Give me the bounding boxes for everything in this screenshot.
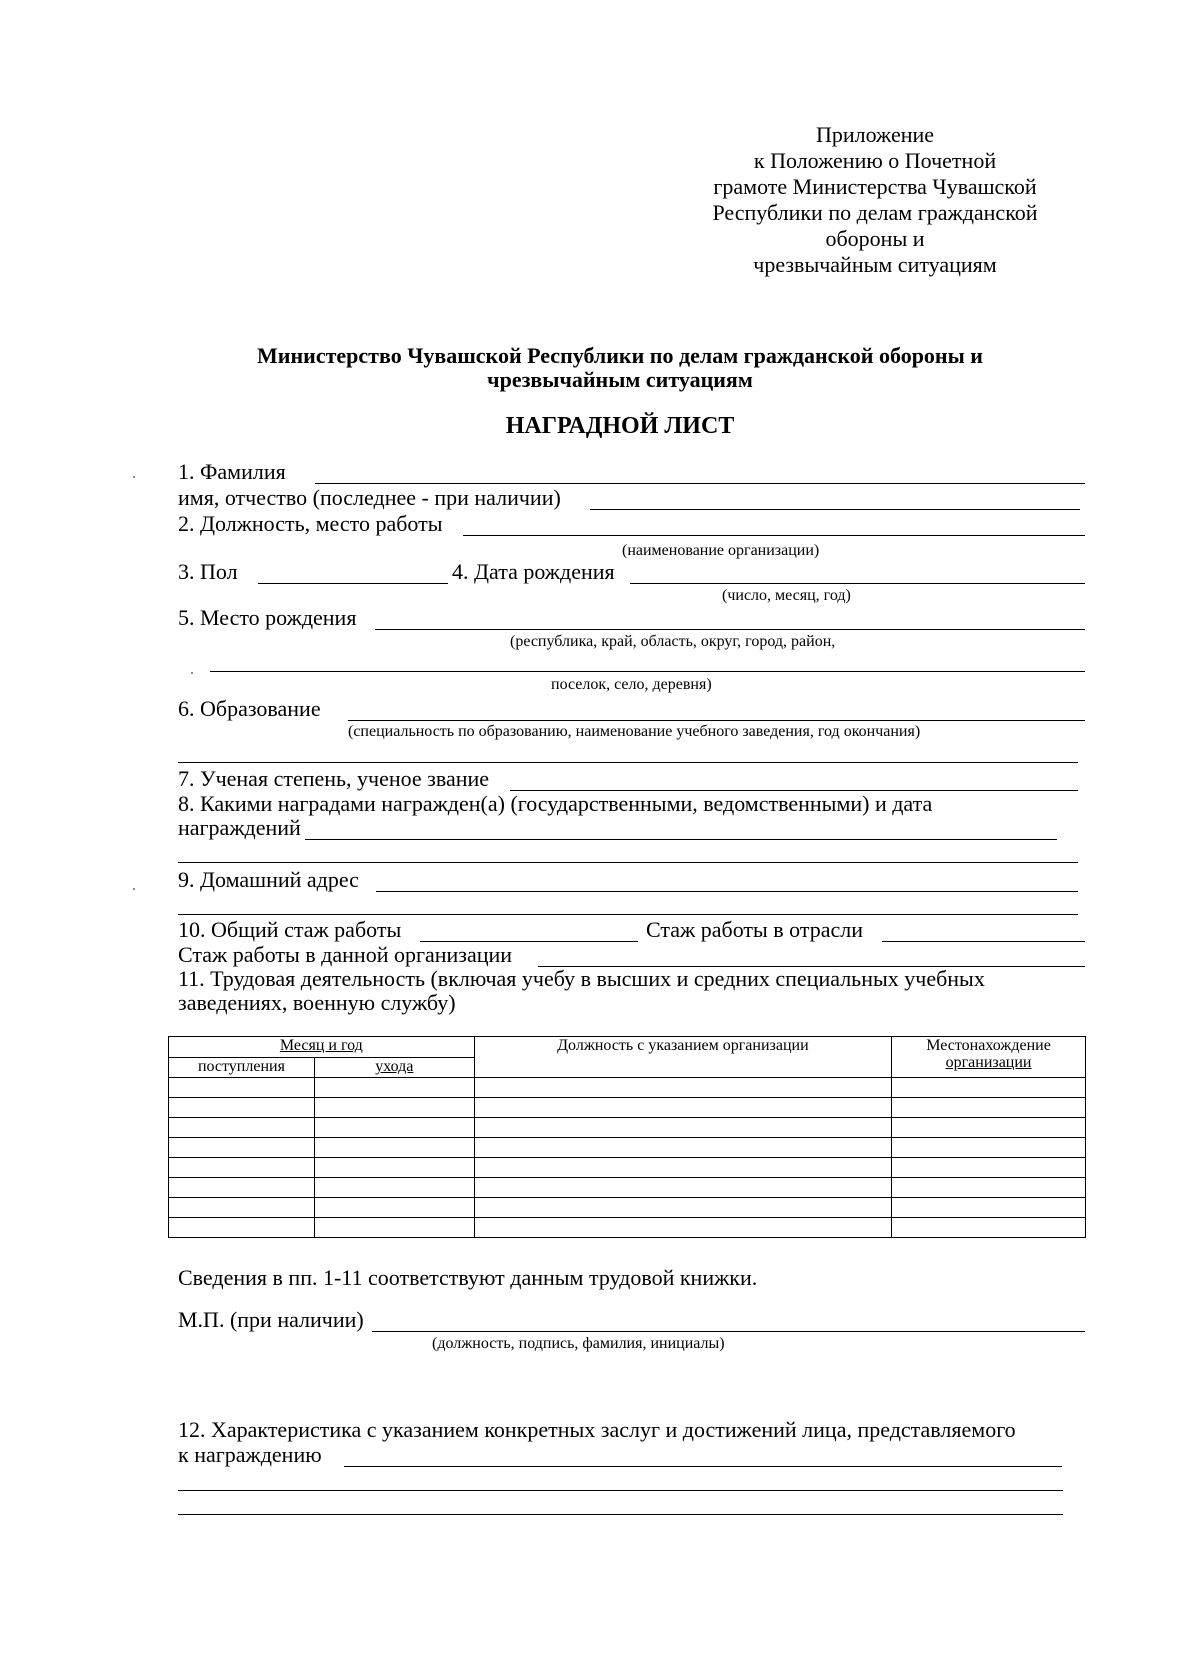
address-field-2[interactable] xyxy=(178,914,1078,915)
appendix-line: к Положению о Почетной xyxy=(753,148,997,173)
ministry-heading-line1: Министерство Чувашской Республики по делам гражданской обороны и xyxy=(257,343,983,368)
location-header-line2: организации xyxy=(945,1054,1032,1071)
work-history-table xyxy=(168,1036,1086,1238)
location-header xyxy=(892,1037,1086,1078)
entry-header: поступления xyxy=(169,1058,315,1078)
table-row[interactable] xyxy=(169,1078,1086,1098)
position-hint: (наименование организации) xyxy=(622,542,820,559)
birthplace-field-2[interactable] xyxy=(210,671,1085,672)
degree-label: 7. Ученая степень, ученое звание xyxy=(178,766,490,791)
table-header-row xyxy=(169,1037,1086,1058)
org-exp-label: Стаж работы в данной организации xyxy=(178,942,513,967)
location-header-line1: Местонахождение xyxy=(926,1037,1051,1054)
characteristic-label-line2: к награждению xyxy=(178,1442,322,1467)
surname-label: 1. Фамилия xyxy=(178,459,286,484)
awards-field-2[interactable] xyxy=(178,862,1078,863)
position-label: 2. Должность, место работы xyxy=(178,511,443,536)
table-row[interactable] xyxy=(169,1198,1086,1218)
awards-field[interactable] xyxy=(305,839,1057,840)
birthdate-hint: (число, месяц, год) xyxy=(722,587,851,604)
characteristic-field-3[interactable] xyxy=(178,1514,1063,1515)
birthplace-hint-2: поселок, село, деревня) xyxy=(551,676,712,693)
appendix-line: чрезвычайным ситуациям xyxy=(753,252,997,277)
month-year-header xyxy=(169,1037,475,1058)
awards-label-line2: награждений xyxy=(178,815,301,840)
characteristic-label-line1: 12. Характеристика с указанием конкретных заслуг и достижений лица, представляемого xyxy=(178,1417,1016,1442)
scan-speck xyxy=(133,476,135,478)
education-field[interactable] xyxy=(348,720,1085,721)
sex-field[interactable] xyxy=(258,583,448,584)
education-label: 6. Образование xyxy=(178,696,321,721)
labor-label-line1: 11. Трудовая деятельность (включая учебу в высших и средних специальных учебных xyxy=(178,966,985,991)
birthplace-label: 5. Место рождения xyxy=(178,605,357,630)
education-hint: (специальность по образованию, наименование учебного заведения, год окончания) xyxy=(348,723,921,740)
position-field[interactable] xyxy=(463,535,1085,536)
birthplace-field[interactable] xyxy=(375,629,1085,630)
education-field-2[interactable] xyxy=(178,762,1078,763)
awards-label-line1: 8. Какими наградами награжден(а) (государственными, ведомственными) и дата xyxy=(178,791,933,816)
table-row[interactable] xyxy=(169,1158,1086,1178)
exit-header xyxy=(314,1058,474,1078)
surname-field[interactable] xyxy=(315,483,1085,484)
table-row[interactable] xyxy=(169,1178,1086,1198)
table-row[interactable] xyxy=(169,1138,1086,1158)
appendix-line: Республики по делам гражданской xyxy=(712,200,1038,225)
address-label: 9. Домашний адрес xyxy=(178,867,359,892)
signature-field[interactable] xyxy=(372,1331,1085,1332)
total-exp-label: 10. Общий стаж работы xyxy=(178,917,402,942)
appendix-line: Приложение xyxy=(815,122,935,147)
table-row[interactable] xyxy=(169,1218,1086,1238)
scan-speck xyxy=(191,672,193,674)
table-row[interactable] xyxy=(169,1118,1086,1138)
characteristic-field[interactable] xyxy=(344,1466,1062,1467)
branch-exp-field[interactable] xyxy=(882,941,1085,942)
stamp-label: М.П. (при наличии) xyxy=(178,1307,364,1332)
name-field[interactable] xyxy=(590,509,1080,510)
sex-label: 3. Пол xyxy=(178,559,238,584)
position-header: Должность с указанием организации xyxy=(474,1037,891,1078)
ministry-heading-line2: чрезвычайным ситуациям xyxy=(487,367,753,392)
address-field[interactable] xyxy=(376,891,1078,892)
appendix-line: обороны и xyxy=(825,226,925,251)
labor-label-line2: заведениях, военную службу) xyxy=(178,990,456,1015)
month-year-label: Месяц и год xyxy=(279,1037,363,1054)
birthdate-label: 4. Дата рождения xyxy=(452,559,615,584)
scan-speck xyxy=(133,888,135,890)
branch-exp-label: Стаж работы в отрасли xyxy=(646,917,864,942)
birthdate-field[interactable] xyxy=(630,583,1085,584)
exit-header-label: ухода xyxy=(375,1058,414,1075)
name-label: имя, отчество (последнее - при наличии) xyxy=(178,485,561,510)
confirmation-text: Сведения в пп. 1-11 соответствуют данным трудовой книжки. xyxy=(178,1265,758,1290)
characteristic-field-2[interactable] xyxy=(178,1490,1063,1491)
birthplace-hint-1: (республика, край, область, округ, город, район, xyxy=(510,633,836,650)
appendix-line: грамоте Министерства Чувашской xyxy=(713,174,1037,199)
document-title: НАГРАДНОЙ ЛИСТ xyxy=(505,413,735,439)
stamp-hint: (должность, подпись, фамилия, инициалы) xyxy=(432,1335,725,1352)
appendix-block xyxy=(660,122,1090,278)
table-row[interactable] xyxy=(169,1098,1086,1118)
